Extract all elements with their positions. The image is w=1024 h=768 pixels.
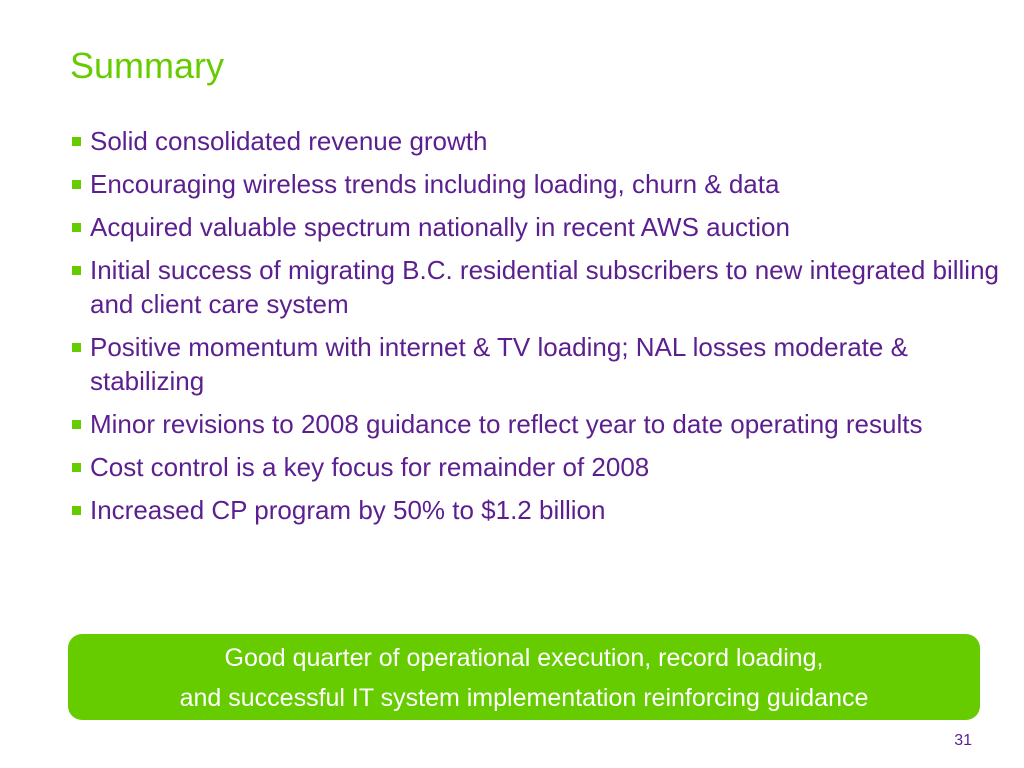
square-bullet-icon	[72, 223, 81, 232]
bullet-item	[70, 124, 1000, 158]
square-bullet-icon	[72, 463, 81, 472]
bullet-text: Increased CP program by 50% to $1.2 billion	[90, 495, 606, 525]
bullet-list	[70, 124, 1000, 536]
callout-line-1: Good quarter of operational execution, record loading,	[224, 644, 824, 672]
bullet-item	[70, 407, 1000, 441]
square-bullet-icon	[72, 420, 81, 429]
bullet-item	[70, 253, 1000, 321]
bullet-text: Solid consolidated revenue growth	[90, 126, 488, 156]
bullet-item	[70, 450, 1000, 484]
square-bullet-icon	[72, 506, 81, 515]
bullet-text: Positive momentum with internet & TV loading; NAL losses moderate & stabilizing	[90, 332, 908, 396]
page-number: 31	[954, 732, 972, 749]
bullet-text: Cost control is a key focus for remainder of 2008	[90, 452, 650, 482]
bullet-item	[70, 167, 1000, 201]
summary-callout-box	[68, 634, 980, 720]
callout-line-2: and successful IT system implementation reinforcing guidance	[179, 684, 869, 712]
bullet-item	[70, 493, 1000, 527]
bullet-text: Minor revisions to 2008 guidance to reflect year to date operating results	[90, 409, 923, 439]
square-bullet-icon	[72, 137, 81, 146]
slide-title: Summary	[70, 45, 225, 86]
bullet-item	[70, 330, 1000, 398]
bullet-item	[70, 210, 1000, 244]
bullet-text: Encouraging wireless trends including loading, churn & data	[90, 169, 780, 199]
square-bullet-icon	[72, 266, 81, 275]
square-bullet-icon	[72, 180, 81, 189]
bullet-text: Initial success of migrating B.C. residential subscribers to new integrated billing and client care system	[90, 255, 999, 319]
square-bullet-icon	[72, 343, 81, 352]
bullet-text: Acquired valuable spectrum nationally in recent AWS auction	[90, 212, 790, 242]
